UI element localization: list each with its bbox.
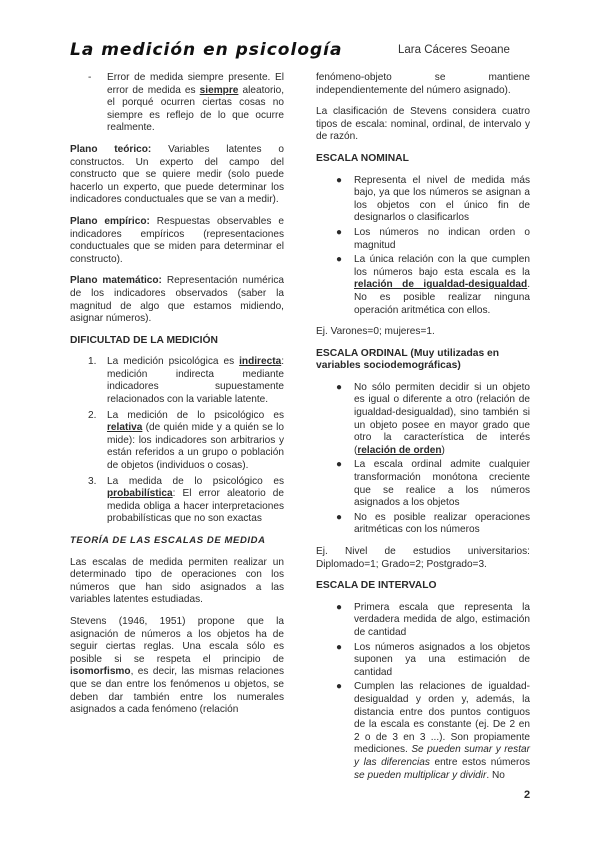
plano-empirico: Plano empírico: Respuestas observables e indicadores empíricos (representaciones conductuales que se miden para determinar el constructo). bbox=[70, 215, 285, 265]
ordinal-example: Ej. Nivel de estudios universitarios: Diplomado=1; Grado=2; Postgrado=3. bbox=[316, 546, 530, 570]
ordinal-heading: ESCALA ORDINAL (Muy utilizadas en variables sociodemográficas) bbox=[316, 347, 500, 372]
page-title: La medición en psicología bbox=[70, 40, 343, 60]
nominal-example: Ej. Varones=0; mujeres=1. bbox=[316, 326, 435, 338]
page-number: 2 bbox=[524, 789, 531, 801]
plano-teorico: Plano teórico: Variables latentes o constructos. Un experto del campo del constructo que se quiere medir (solo puede hacerlo un experto, que puede determinar los indicadores conductuales que se van a medir). bbox=[70, 143, 284, 206]
list-item: ● Primera escala que representa la verdadera medida de algo, estimación de cantidad bbox=[336, 601, 530, 638]
list-item: ● La única relación con la que cumplen los números bajo esta escala es la relación de igualdad-desigualdad. No es posible realizar ninguna operación aritmética con ellos. bbox=[336, 254, 530, 316]
list-item: ● No sólo permiten decidir si un objeto es igual o diferente a otro (relación de igualdad-desigualdad), sino también si un objeto posee en mayor grado que otro la característica de interés (relación de orden) bbox=[336, 381, 530, 456]
list-item: ● Representa el nivel de medida más bajo, ya que los números se asignan a los objetos con el único fin de designarlos o clasificarlos bbox=[336, 174, 530, 224]
bullet-icon: ● bbox=[336, 601, 343, 613]
bullet-icon: ● bbox=[336, 459, 343, 471]
teoria-paragraph-1: Las escalas de medida permiten realizar un determinado tipo de operaciones con los números que han sido asignados a las variables latentes estudiadas. bbox=[70, 556, 284, 606]
list-item: ● La escala ordinal admite cualquier transformación monótona creciente que se realice a los números asignados a los objetos bbox=[336, 459, 530, 509]
right-column bbox=[316, 72, 530, 791]
bullet-icon: ● bbox=[336, 254, 343, 266]
nominal-heading: ESCALA NOMINAL bbox=[316, 152, 409, 164]
list-item: ● No es posible realizar operaciones aritméticas con los números bbox=[336, 511, 530, 536]
teoria-heading: TEORÍA DE LAS ESCALAS DE MEDIDA bbox=[70, 535, 266, 546]
dash-bullet: - bbox=[88, 72, 92, 83]
bullet-icon: ● bbox=[336, 641, 343, 653]
author-name: Lara Cáceres Seoane bbox=[398, 44, 510, 56]
intervalo-list bbox=[316, 602, 530, 782]
teoria-paragraph-2: Stevens (1946, 1951) propone que la asignación de números a los objetos ha de seguir ciertas reglas. Una escala sólo es posible si se respeta el principio de isomorfismo, es decir, las mismas relaciones que se dan entre los fenómenos u objetos, se deben dar también entre los numerales asignados a cada fenómeno (relación bbox=[70, 615, 284, 716]
left-column bbox=[70, 72, 284, 726]
list-item: 3. La medida de lo psicológico es probabilística: El error aleatorio de medida obliga a hacer interpretaciones probabilísticas que no son exactas bbox=[88, 475, 284, 525]
bullet-icon: ● bbox=[336, 511, 343, 523]
list-item: 2. La medición de lo psicológico es relativa (de quién mide y a quién se lo mide): los indicadores son arbitrarios y están referidos a un grupo o población de objetos (individuos o cosas). bbox=[88, 409, 284, 472]
dificultad-list bbox=[70, 356, 284, 526]
dificultad-heading: DIFICULTAD DE LA MEDICIÓN bbox=[70, 334, 218, 346]
nominal-list bbox=[316, 175, 530, 318]
error-list bbox=[70, 72, 284, 135]
list-item: ● Cumplen las relaciones de igualdad-desigualdad y orden y, además, la distancia entre dos puntos contiguos de la escala es constante (ej. De 2 en 2 o de 3 en 3 ...). Son propiamente mediciones. Se pueden sumar y restar y las diferencias entre estos números se pueden multiplicar y dividir. No bbox=[336, 681, 530, 781]
bullet-icon: ● bbox=[336, 226, 343, 238]
continuation-paragraph: fenómeno-objeto se mantiene independientemente del número asignado). bbox=[316, 72, 530, 96]
plano-matematico: Plano matemático: Representación numérica de los indicadores observados (saber la magnitud de algo que estamos midiendo, asignar números). bbox=[70, 275, 284, 325]
list-item: - Error de medida siempre presente. El error de medida es siempre aleatorio, el porqué ocurren ciertas cosas no siempre es reflejo de lo que ocurre realmente. bbox=[88, 72, 285, 134]
intervalo-heading: ESCALA DE INTERVALO bbox=[316, 580, 437, 592]
bullet-icon: ● bbox=[336, 174, 343, 186]
list-item: 1. La medición psicológica es indirecta: medición indirecta mediante indicadores supuestamente relacionados con la variable latente. bbox=[88, 356, 284, 406]
ordinal-list bbox=[316, 382, 530, 537]
clasificacion-paragraph: La clasificación de Stevens considera cuatro tipos de escala: nominal, ordinal, de intervalo y de razón. bbox=[316, 106, 530, 143]
bullet-icon: ● bbox=[336, 381, 343, 393]
list-item: ● Los números no indican orden o magnitud bbox=[336, 226, 530, 251]
bullet-icon: ● bbox=[336, 681, 343, 693]
list-item: ● Los números asignados a los objetos suponen ya una estimación de cantidad bbox=[336, 641, 530, 678]
